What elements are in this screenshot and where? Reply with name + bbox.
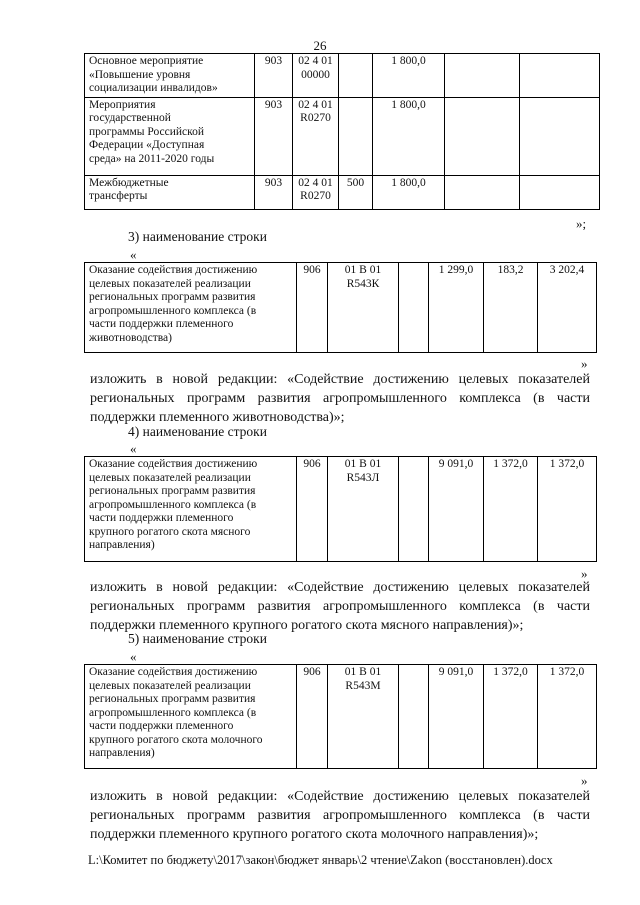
new-wording-paragraph: изложить в новой редакции: «Содействие достижению целевых показателей региональных программ развития агропромышленного комплекса (в части поддержки племенного крупного рогатого скота молочного направления)»; (90, 789, 590, 842)
page-number: 26 (313, 38, 327, 53)
code-line: R543М (345, 679, 381, 692)
row-name-line: Межбюджетные (89, 176, 169, 189)
closing-quote: » (581, 773, 588, 788)
code-line: 01 В 01 (344, 264, 382, 276)
grbs-cell: 903 (255, 97, 293, 175)
row-name-line: региональных программ развития (89, 485, 256, 497)
file-path-footer: L:\Комитет по бюджету\2017\закон\бюджет январь\2 чтение\Zakon (восстановлен).docx (88, 853, 553, 867)
vr-cell: 500 (339, 175, 373, 209)
row-name-line: региональных программ развития (89, 693, 256, 705)
value-cell-1: 9 091,0 (429, 665, 484, 769)
value-cell-3 (520, 175, 600, 209)
new-wording-paragraph: изложить в новой редакции: «Содействие достижению целевых показателей региональных программ развития агропромышленного комплекса (в части поддержки племенного животноводства)»; (90, 372, 590, 425)
value-cell-1: 1 800,0 (373, 54, 445, 98)
row-name-line: агропромышленного комплекса (в (89, 304, 257, 317)
row-name-cell (85, 263, 297, 353)
budget-table-4 (84, 456, 597, 562)
row-name-line: Основное мероприятие (89, 55, 204, 67)
grbs-cell: 903 (255, 175, 293, 209)
value-cell-2 (445, 97, 520, 175)
code-cell (293, 54, 339, 98)
grbs-cell: 903 (255, 54, 293, 98)
row-name-line: части поддержки племенного (89, 318, 234, 330)
closing-quote: » (581, 566, 588, 581)
table-row (85, 263, 597, 353)
budget-table-5 (84, 664, 597, 769)
closing-quote: » (581, 356, 588, 371)
row-name-line: социализации инвалидов» (89, 82, 218, 94)
value-cell-2 (445, 175, 520, 209)
value-cell-2 (445, 54, 520, 98)
row-name-line: программы Российской (89, 125, 205, 138)
code-cell (328, 263, 399, 353)
row-name-cell (85, 54, 255, 98)
new-wording-paragraph: изложить в новой редакции: «Содействие достижению целевых показателей региональных программ развития агропромышленного комплекса (в части поддержки племенного крупного рогатого скота мясного направления)»; (90, 580, 590, 633)
section-heading: 5) наименование строки (128, 631, 267, 646)
row-name-cell (85, 175, 255, 209)
row-name-line: Оказание содействия достижению (89, 666, 258, 678)
row-name-line: Оказание содействия достижению (89, 458, 258, 470)
code-line: 02 4 01 (298, 176, 333, 189)
row-name-cell (85, 665, 297, 769)
vr-cell (339, 54, 373, 98)
value-cell-1: 1 800,0 (373, 175, 445, 209)
value-cell-3: 1 372,0 (538, 457, 597, 562)
row-name-line: государственной (89, 112, 171, 124)
budget-table-3 (84, 262, 597, 353)
code-line: 01 В 01 (344, 458, 382, 470)
row-name-line: целевых показателей реализации (89, 679, 251, 692)
table-row (85, 665, 597, 769)
code-line: 02 4 01 (298, 55, 333, 67)
row-name-line: Федерации «Доступная (89, 139, 205, 151)
row-name-line: Оказание содействия достижению (89, 264, 258, 276)
value-cell-1: 9 091,0 (429, 457, 484, 562)
row-name-line: трансферты (89, 190, 148, 202)
opening-quote: « (130, 441, 137, 456)
value-cell-3 (520, 97, 600, 175)
row-name-line: направления) (89, 539, 155, 551)
value-cell-2: 1 372,0 (484, 665, 538, 769)
row-name-line: Мероприятия (89, 98, 156, 111)
table-row (85, 457, 597, 562)
row-name-line: крупного рогатого скота молочного (89, 733, 263, 746)
table-row (85, 54, 600, 98)
value-cell-3 (520, 54, 600, 98)
value-cell-1: 1 800,0 (373, 97, 445, 175)
vr-cell (339, 97, 373, 175)
code-cell (293, 175, 339, 209)
closing-quote: »; (576, 216, 587, 231)
code-line: 00000 (301, 68, 330, 81)
row-name-line: крупного рогатого скота мясного (89, 525, 251, 538)
row-name-line: направления) (89, 747, 155, 759)
value-cell-1: 1 299,0 (429, 263, 484, 353)
code-line: R0270 (300, 190, 331, 202)
value-cell-2: 183,2 (484, 263, 538, 353)
vr-cell (399, 263, 429, 353)
grbs-cell: 906 (297, 263, 328, 353)
row-name-cell (85, 97, 255, 175)
row-name-line: животноводства) (89, 331, 172, 344)
vr-cell (399, 665, 429, 769)
grbs-cell: 906 (297, 457, 328, 562)
code-line: 02 4 01 (298, 98, 333, 111)
table-row (85, 97, 600, 175)
code-line: R0270 (300, 112, 331, 124)
code-cell (328, 457, 399, 562)
opening-quote: « (130, 247, 137, 262)
row-name-line: части поддержки племенного (89, 720, 234, 732)
value-cell-3: 1 372,0 (538, 665, 597, 769)
row-name-cell (85, 457, 297, 562)
row-name-line: «Повышение уровня (89, 68, 191, 81)
row-name-line: целевых показателей реализации (89, 277, 251, 290)
value-cell-2: 1 372,0 (484, 457, 538, 562)
row-name-line: агропромышленного комплекса (в (89, 498, 257, 511)
table-row (85, 175, 600, 209)
row-name-line: агропромышленного комплекса (в (89, 706, 257, 719)
section-heading: 4) наименование строки (128, 424, 267, 439)
section-heading: 3) наименование строки (128, 229, 267, 244)
row-name-line: целевых показателей реализации (89, 471, 251, 484)
vr-cell (399, 457, 429, 562)
opening-quote: « (130, 649, 137, 664)
code-cell (293, 97, 339, 175)
grbs-cell: 906 (297, 665, 328, 769)
value-cell-3: 3 202,4 (538, 263, 597, 353)
code-cell (328, 665, 399, 769)
row-name-line: среда» на 2011-2020 годы (89, 152, 215, 165)
row-name-line: региональных программ развития (89, 291, 256, 303)
budget-table-1 (84, 53, 600, 210)
code-line: 01 В 01 (344, 666, 382, 678)
code-line: R543Л (346, 471, 380, 484)
code-line: R543К (346, 277, 380, 290)
row-name-line: части поддержки племенного (89, 512, 234, 524)
